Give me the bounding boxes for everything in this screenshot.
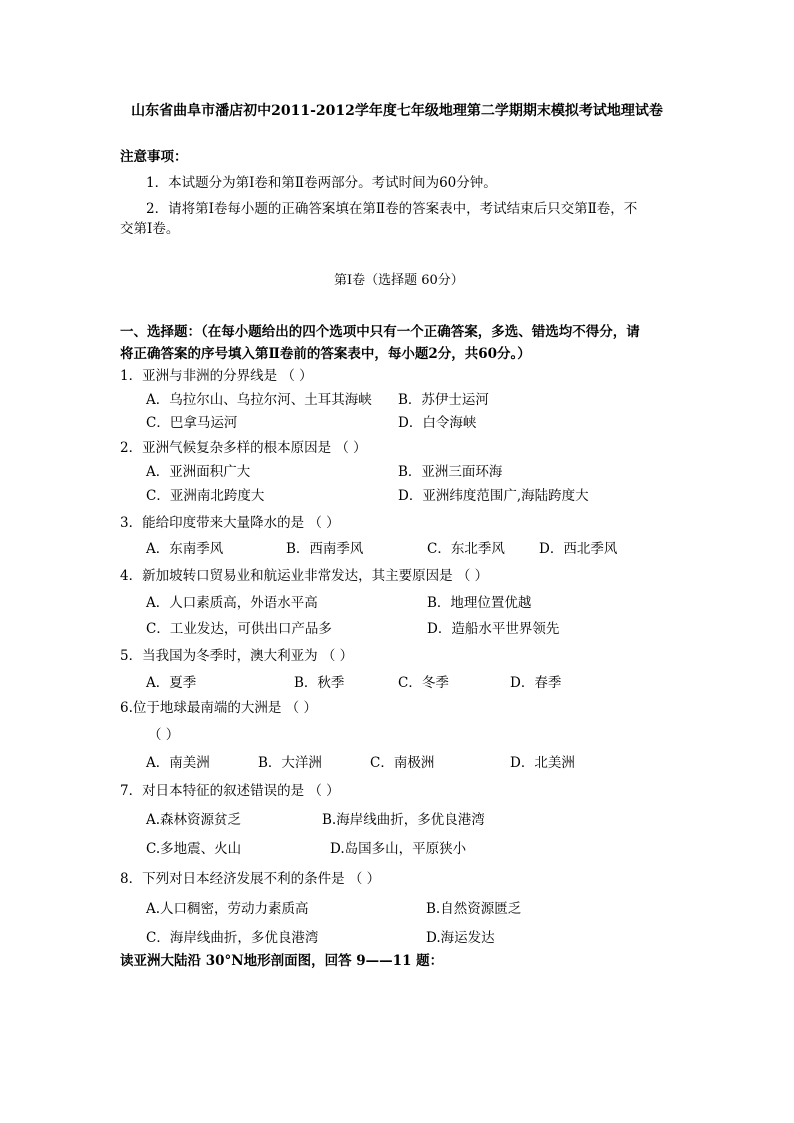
- question-8-option-b: B.自然资源匮乏: [426, 901, 522, 917]
- question-6-option-a: A．南美洲: [146, 755, 210, 771]
- question-1-option-d: D．白令海峡: [398, 415, 477, 431]
- question-1-option-c: C．巴拿马运河: [146, 415, 238, 431]
- question-1-stem: 1．亚洲与非洲的分界线是 （ ）: [120, 368, 313, 384]
- notice-item-2b: 交第Ⅰ卷。: [120, 221, 180, 237]
- question-8-stem: 8．下列对日本经济发展不利的条件是 （ ）: [120, 871, 381, 887]
- question-7-option-a: A.森林资源贫乏: [146, 812, 242, 828]
- notice-item-2a: 2．请将第Ⅰ卷每小题的正确答案填在第Ⅱ卷的答案表中，考试结束后只交第Ⅱ卷，不: [146, 201, 638, 217]
- question-5-option-c: C．冬季: [398, 675, 449, 691]
- question-5-option-a: A．夏季: [146, 675, 197, 691]
- question-5-option-d: D．春季: [510, 675, 562, 691]
- question-7-option-c: C.多地震、火山: [146, 841, 242, 857]
- question-2-option-a: A．亚洲面积广大: [146, 464, 251, 480]
- question-6-option-b: B．大洋洲: [258, 755, 322, 771]
- question-4-option-a: A．人口素质高，外语水平高: [146, 595, 318, 611]
- question-1-option-a: A．乌拉尔山、乌拉尔河、土耳其海峡: [146, 392, 372, 408]
- question-2-option-c: C．亚洲南北跨度大: [146, 488, 265, 504]
- question-4-stem: 4．新加坡转口贸易业和航运业非常发达，其主要原因是 （ ）: [120, 568, 489, 584]
- read-prompt: 读亚洲大陆沿 30°N地形剖面图，回答 9——11 题：: [120, 953, 444, 969]
- question-6-answer-blank: （ ）: [148, 727, 180, 743]
- part1-instructions-line2: 将正确答案的序号填入第Ⅱ卷前的答案表中，每小题2分，共60分。）: [120, 346, 531, 362]
- question-4-option-d: D．造船水平世界领先: [427, 621, 560, 637]
- question-8-option-c: C．海岸线曲折，多优良港湾: [146, 930, 319, 946]
- question-6-option-d: D．北美洲: [510, 755, 575, 771]
- question-8-option-a: A.人口稠密，劳动力素质高: [146, 901, 309, 917]
- question-3-option-d: D．西北季风: [539, 541, 618, 557]
- part1-instructions-line1: 一、选择题：（在每小题给出的四个选项中只有一个正确答案，多选、错选均不得分，请: [120, 324, 640, 340]
- question-4-option-c: C．工业发达，可供出口产品多: [146, 621, 332, 637]
- question-8-option-d: D.海运发达: [426, 930, 495, 946]
- section-title: 第Ⅰ卷（选择题 60分）: [334, 273, 464, 288]
- question-6-option-c: C．南极洲: [370, 755, 435, 771]
- question-1-option-b: B．苏伊士运河: [398, 392, 489, 408]
- question-7-option-b: B.海岸线曲折，多优良港湾: [322, 812, 485, 828]
- question-3-stem: 3．能给印度带来大量降水的是 （ ）: [120, 515, 340, 531]
- notice-heading: 注意事项：: [120, 149, 188, 165]
- question-6-stem: 6.位于地球最南端的大洲是 （ ）: [120, 700, 317, 716]
- question-3-option-a: A．东南季风: [146, 541, 224, 557]
- question-2-stem: 2．亚洲气候复杂多样的根本原因是 （ ）: [120, 440, 367, 456]
- question-2-option-d: D．亚洲纬度范围广,海陆跨度大: [398, 488, 589, 504]
- notice-item-1: 1．本试题分为第Ⅰ卷和第Ⅱ卷两部分。考试时间为60分钟。: [146, 175, 497, 191]
- question-5-option-b: B．秋季: [294, 675, 345, 691]
- exam-title: 山东省曲阜市潘店初中2011-2012学年度七年级地理第二学期期末模拟考试地理试卷: [131, 103, 663, 119]
- question-3-option-c: C．东北季风: [427, 541, 505, 557]
- question-4-option-b: B．地理位置优越: [427, 595, 532, 611]
- question-7-stem: 7．对日本特征的叙述错误的是 （ ）: [120, 783, 340, 799]
- question-3-option-b: B．西南季风: [286, 541, 364, 557]
- question-2-option-b: B．亚洲三面环海: [398, 464, 503, 480]
- question-5-stem: 5．当我国为冬季时，澳大利亚为 （ ）: [120, 648, 354, 664]
- question-7-option-d: D.岛国多山，平原狭小: [330, 841, 467, 857]
